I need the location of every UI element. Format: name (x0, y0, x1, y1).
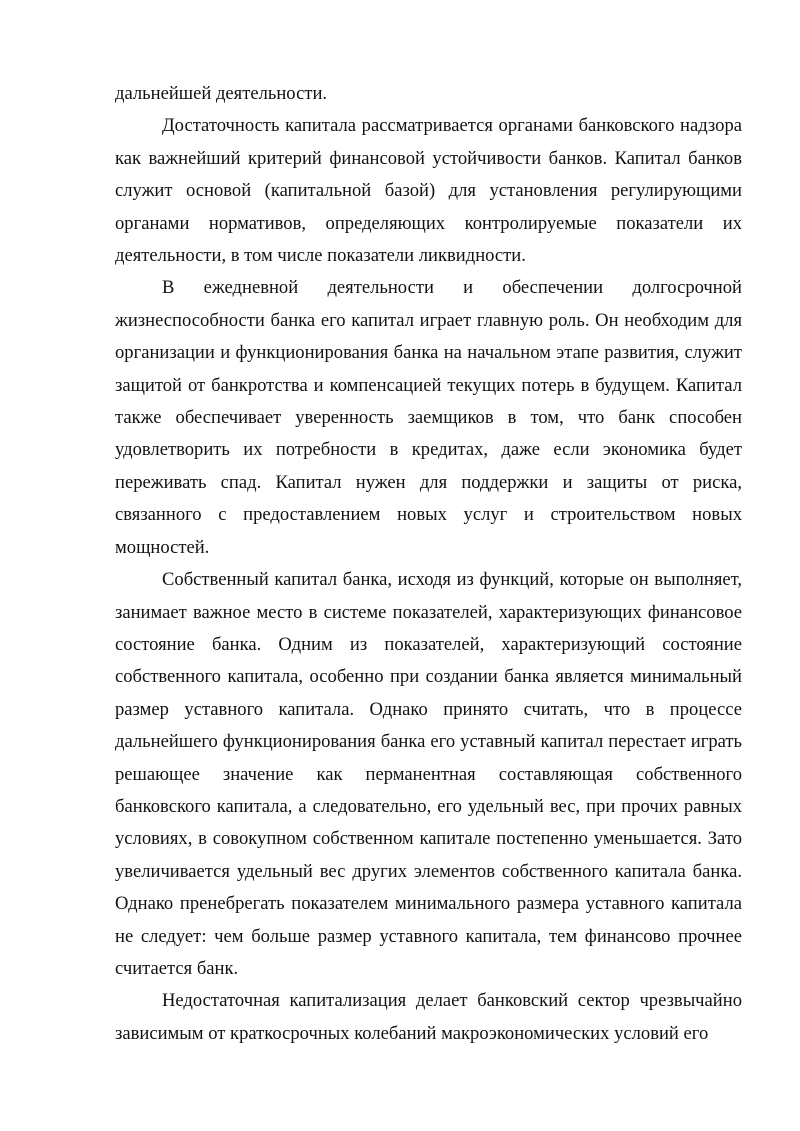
paragraph-capital-adequacy: Достаточность капитала рассматривается органами банковского надзора как важнейший критерий финансовой устойчивости банков. Капитал банков служит основой (капитальной базой) для установления регулирующими органами нормативов, определяющих контролируемые показатели их деятельности, в том числе показатели ликвидности. (115, 115, 742, 267)
paragraph-own-capital: Собственный капитал банка, исходя из функций, которые он выполняет, занимает важное место в системе показателей, характеризующих финансовое состояние банка. Одним из показателей, характеризующий состояние собственного капитала, особенно при создании банка является минимальный размер уставного капитала. Однако принято считать, что в процессе дальнейшего функционирования банка его уставный капитал перестает играть решающее значение как перманентная составляющая собственного банковского капитала, а следовательно, его удельный вес, при прочих равных условиях, в совокупном собственном капитале постепенно уменьшается. Зато увеличивается удельный вес других элементов собственного капитала банка. Однако пренебрегать показателем минимального размера уставного капитала не следует: чем больше размер уставного капитала, тем финансово прочнее считается банк. (115, 569, 742, 979)
document-page (115, 78, 742, 1050)
paragraph-undercapitalization: Недостаточная капитализация делает банковский сектор чрезвычайно зависимым от краткосрочных колебаний макроэкономических условий его (115, 990, 742, 1044)
paragraph-capital-role: В ежедневной деятельности и обеспечении долгосрочной жизнеспособности банка его капитал играет главную роль. Он необходим для организации и функционирования банка на начальном этапе развития, служит защитой от банкротства и компенсацией текущих потерь в будущем. Капитал также обеспечивает уверенность заемщиков в том, что банк способен удовлетворить их потребности в кредитах, даже если экономика будет переживать спад. Капитал нужен для поддержки и защиты от риска, связанного с предоставлением новых услуг и строительством новых мощностей. (115, 277, 742, 558)
paragraph-continuation: дальнейшей деятельности. (115, 83, 328, 104)
